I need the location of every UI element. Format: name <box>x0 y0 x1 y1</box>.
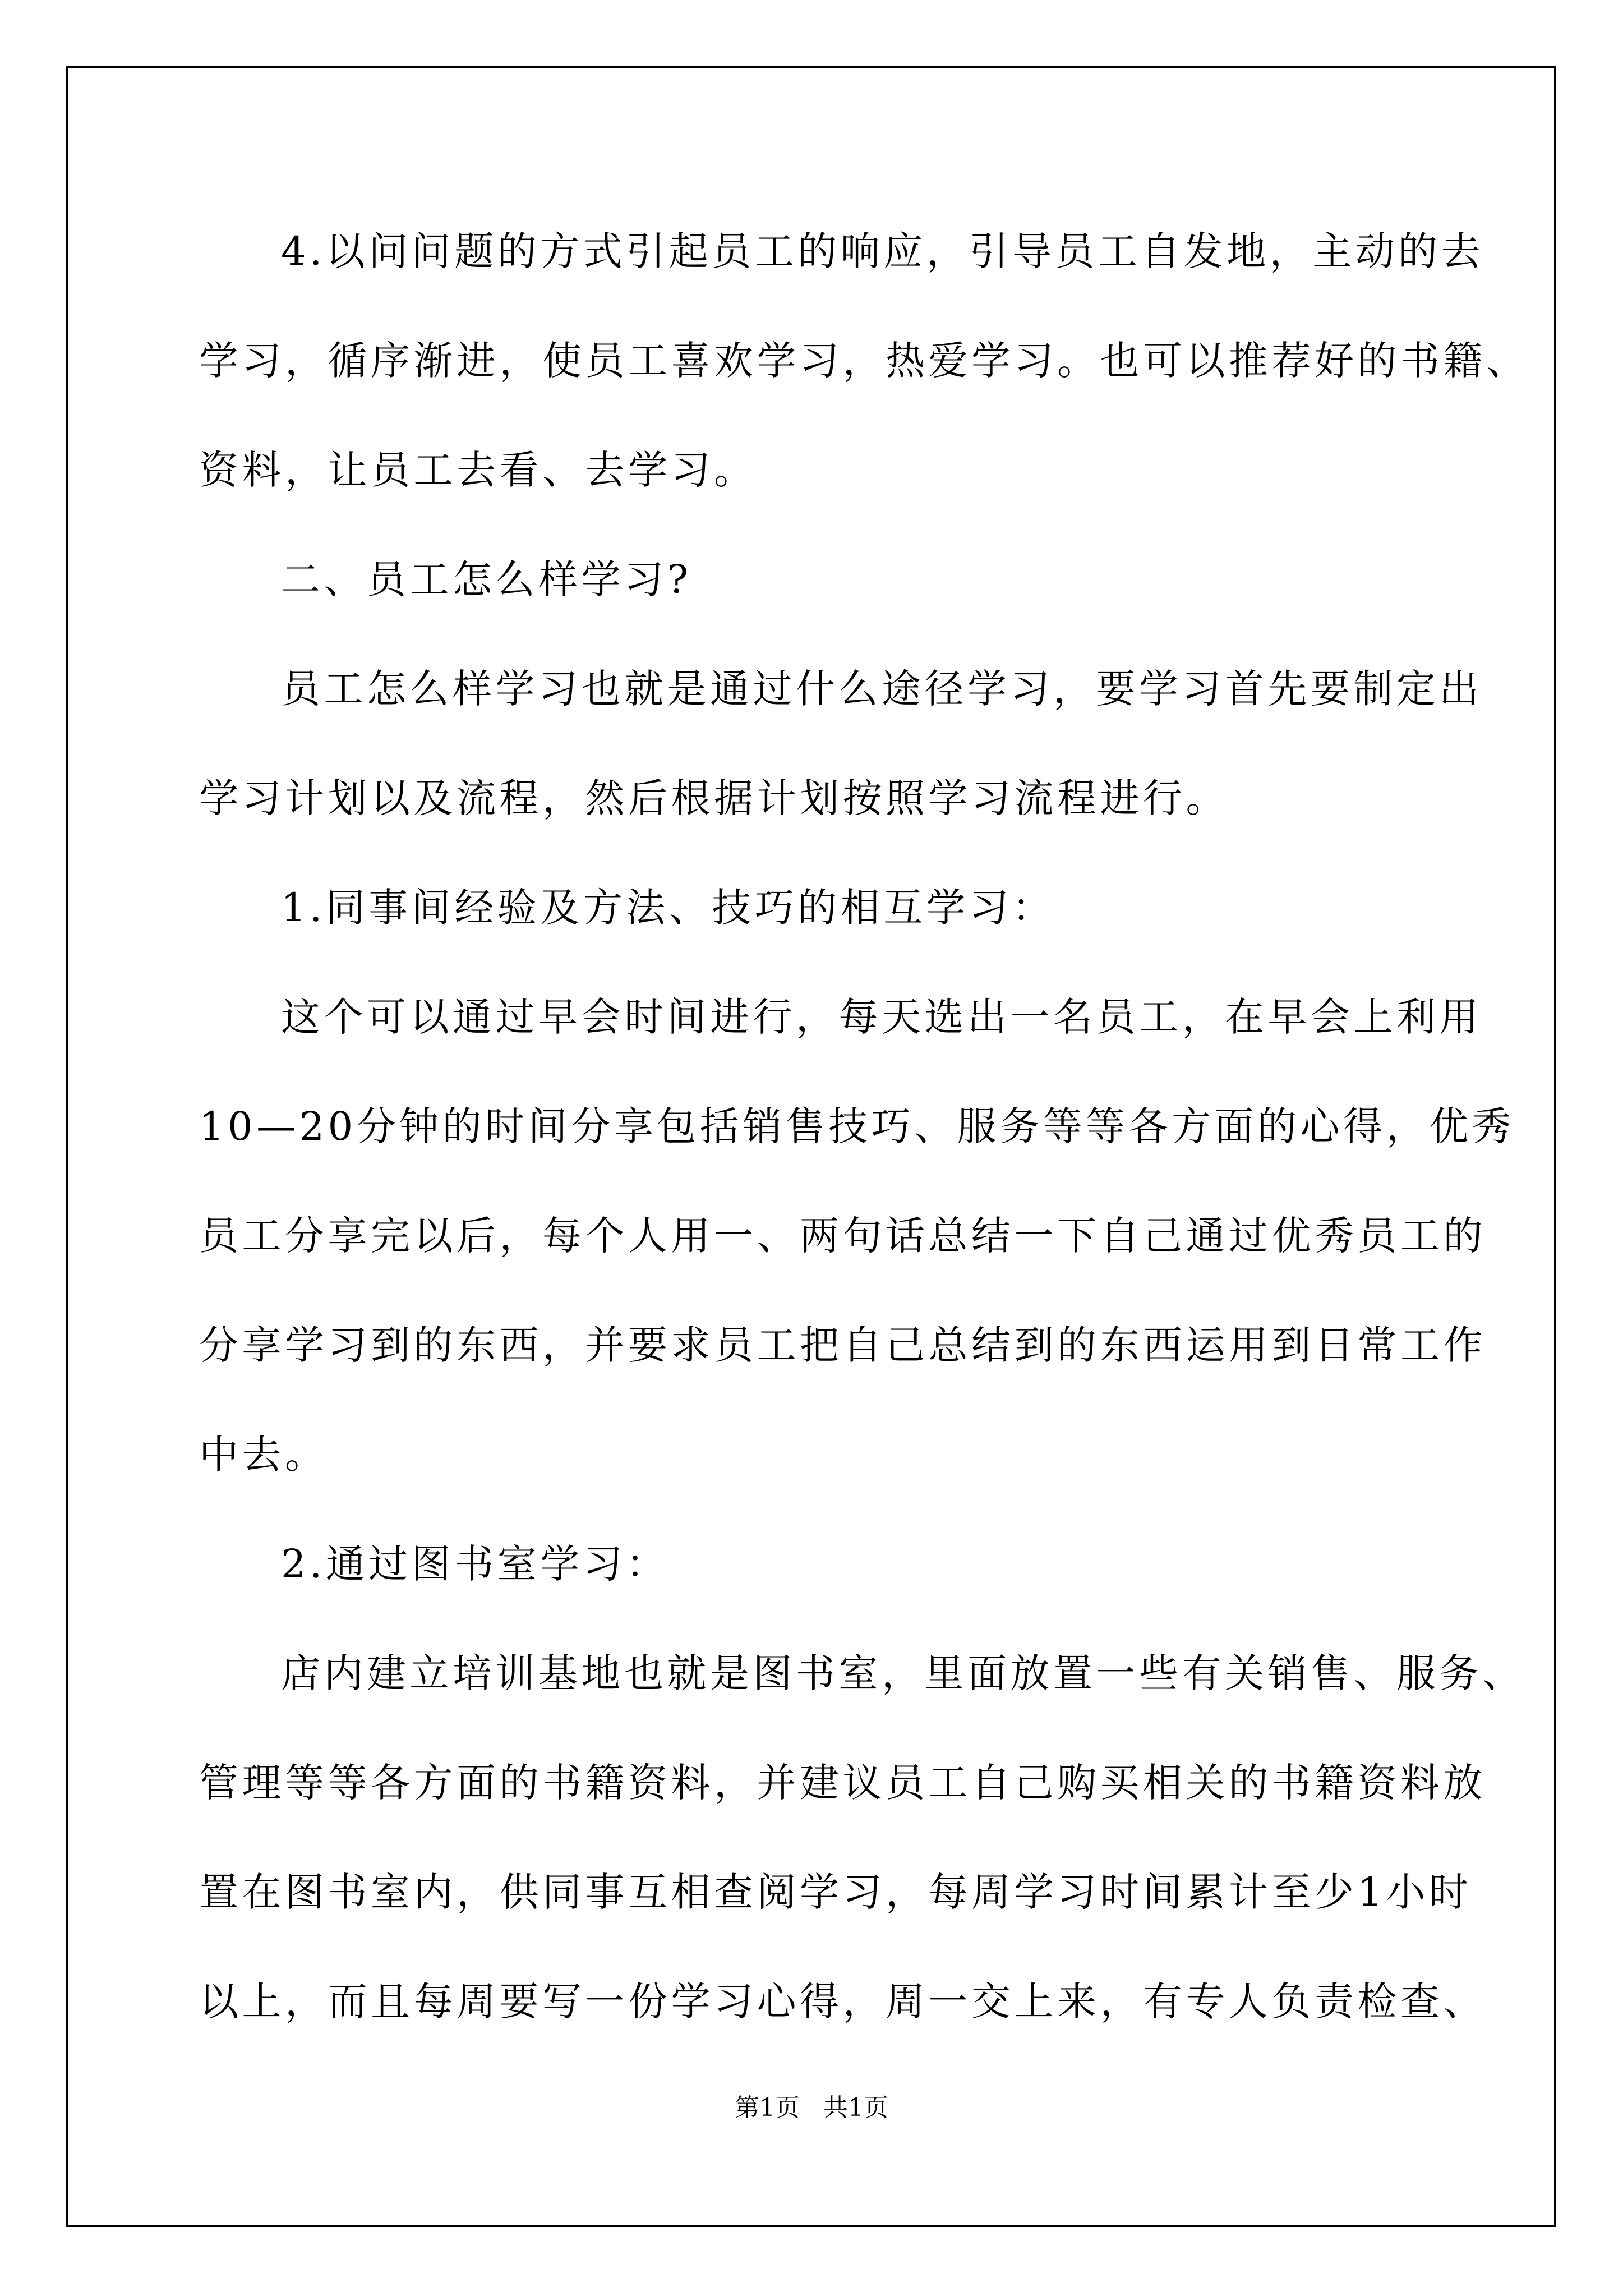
paragraph-line: 学习，循序渐进，使员工喜欢学习，热爱学习。也可以推荐好的书籍、 <box>199 338 1529 384</box>
page-footer: 第1页 共1页 <box>735 2093 888 2122</box>
document-body <box>199 220 1529 2079</box>
paragraph-line: 10—20分钟的时间分享包括销售技巧、服务等等各方面的心得，优秀 <box>199 1103 1515 1149</box>
paragraph-line: 员工怎么样学习也就是通过什么途径学习，要学习首先要制定出 <box>281 666 1482 712</box>
paragraph-line: 中去。 <box>199 1432 328 1478</box>
paragraph-line: 学习计划以及流程，然后根据计划按照学习流程进行。 <box>199 775 1229 821</box>
paragraph-line: 4.以问问题的方式引起员工的响应，引导员工自发地，主动的去 <box>281 228 1484 274</box>
list-item-heading: 1.同事间经验及方法、技巧的相互学习： <box>281 885 1055 931</box>
paragraph-line: 这个可以通过早会时间进行，每天选出一名员工，在早会上利用 <box>281 994 1482 1040</box>
paragraph-line: 分享学习到的东西，并要求员工把自己总结到的东西运用到日常工作 <box>199 1322 1486 1368</box>
paragraph-line: 店内建立培训基地也就是图书室，里面放置一些有关销售、服务、 <box>281 1650 1525 1696</box>
paragraph-line: 管理等等各方面的书籍资料，并建议员工自己购买相关的书籍资料放 <box>199 1760 1486 1806</box>
section-heading: 二、员工怎么样学习? <box>281 556 692 602</box>
paragraph-line: 资料，让员工去看、去学习。 <box>199 447 757 493</box>
paragraph-line: 员工分享完以后，每个人用一、两句话总结一下自己通过优秀员工的 <box>199 1213 1486 1259</box>
paragraph-line: 置在图书室内，供同事互相查阅学习，每周学习时间累计至少1小时 <box>199 1869 1472 1915</box>
paragraph-line: 以上，而且每周要写一份学习心得，周一交上来，有专人负责检查、 <box>199 1978 1486 2024</box>
list-item-heading: 2.通过图书室学习： <box>281 1541 669 1587</box>
